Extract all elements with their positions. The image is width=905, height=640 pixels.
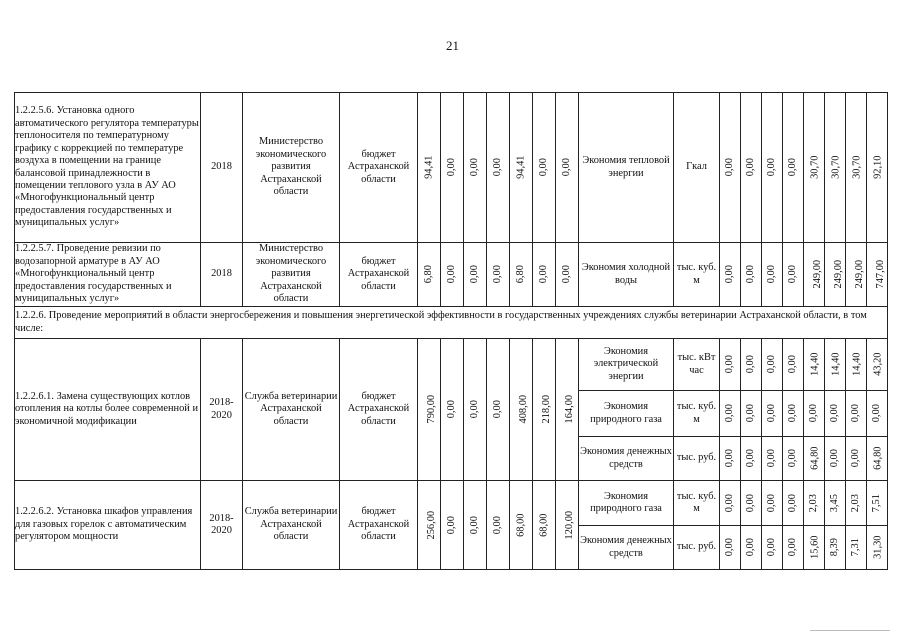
- finance-cell-value: 0,00: [468, 515, 480, 535]
- indicator-value: [720, 481, 741, 526]
- indicator-value: [762, 437, 783, 481]
- finance-cell: [533, 481, 556, 570]
- indicator-value-value: 0,00: [786, 355, 798, 374]
- measure-executor: Министерство экономического развития Астраханской области: [243, 243, 340, 307]
- finance-cell: [418, 339, 441, 481]
- finance-cell-value: 68,00: [538, 513, 550, 537]
- indicator-value: [783, 93, 804, 243]
- indicator-value: [867, 437, 888, 481]
- indicator-value-value: 747,00: [875, 260, 887, 289]
- finance-cell-value: 94,41: [515, 155, 527, 180]
- indicator-value: [825, 437, 846, 481]
- finance-cell-value: 790,00: [426, 395, 438, 424]
- indicator-value-value: 0,00: [786, 158, 798, 177]
- page-number: 21: [446, 38, 459, 53]
- indicator-value: [741, 339, 762, 391]
- finance-cell-value: 0,00: [491, 265, 503, 284]
- indicator-label: Экономия природного газа: [579, 481, 674, 526]
- indicator-value-value: 0,00: [828, 449, 840, 468]
- finance-cell: [464, 481, 487, 570]
- finance-cell: [418, 481, 441, 570]
- finance-cell-value: 0,00: [537, 158, 549, 177]
- finance-cell: [487, 243, 510, 307]
- finance-cell: [510, 339, 533, 481]
- funding-source: бюджет Астраханской области: [340, 339, 418, 481]
- indicator-value-value: 0,00: [849, 449, 861, 468]
- indicator-value-value: 0,00: [723, 158, 735, 177]
- indicator-value-value: 0,00: [744, 158, 756, 177]
- indicator-value: [846, 243, 867, 307]
- indicator-value: [825, 243, 846, 307]
- indicator-value: [846, 391, 867, 437]
- measure-executor: Служба ветеринарии Астраханской области: [243, 481, 340, 570]
- finance-cell: [510, 481, 533, 570]
- indicator-value-value: 0,00: [723, 355, 735, 374]
- indicator-value: [720, 437, 741, 481]
- indicator-value: [825, 481, 846, 526]
- indicator-value: [783, 243, 804, 307]
- measures-table: [14, 92, 888, 570]
- indicator-unit: тыс. куб. м: [674, 391, 720, 437]
- indicator-value: [741, 391, 762, 437]
- indicator-value: [762, 481, 783, 526]
- finance-cell-value: 218,00: [541, 395, 553, 424]
- indicator-value: [720, 243, 741, 307]
- indicator-value-value: 30,70: [809, 155, 821, 180]
- indicator-value-value: 14,40: [851, 352, 863, 377]
- indicator-value: [804, 243, 825, 307]
- indicator-value: [867, 339, 888, 391]
- indicator-value-value: 0,00: [723, 265, 735, 284]
- table-row: [15, 339, 888, 391]
- finance-cell-value: 0,00: [468, 400, 480, 419]
- indicator-value-value: 0,00: [849, 404, 861, 423]
- indicator-value: [720, 391, 741, 437]
- indicator-value-value: 43,20: [872, 352, 884, 377]
- finance-cell: [464, 243, 487, 307]
- indicator-value: [846, 526, 867, 570]
- finance-cell-value: 0,00: [560, 265, 572, 284]
- finance-cell: [556, 93, 579, 243]
- indicator-value: [741, 243, 762, 307]
- indicator-value: [804, 339, 825, 391]
- indicator-label: Экономия денежных средств: [579, 437, 674, 481]
- finance-cell-value: 0,00: [445, 515, 457, 535]
- indicator-label: Экономия электрической энергии: [579, 339, 674, 391]
- finance-cell-value: 68,00: [515, 513, 527, 537]
- indicator-label: Экономия денежных средств: [579, 526, 674, 570]
- indicator-value-value: 7,51: [870, 493, 882, 513]
- finance-cell-value: 0,00: [445, 400, 457, 419]
- indicator-value: [762, 339, 783, 391]
- indicator-value-value: 0,00: [723, 449, 735, 468]
- indicator-value-value: 0,00: [765, 158, 777, 177]
- section-row: [15, 307, 888, 339]
- indicator-unit: тыс. куб. м: [674, 481, 720, 526]
- indicator-value-value: 0,00: [765, 493, 777, 513]
- finance-cell: [487, 339, 510, 481]
- finance-cell: [418, 243, 441, 307]
- finance-cell-value: 0,00: [468, 158, 480, 177]
- indicator-unit: тыс. руб.: [674, 526, 720, 570]
- indicator-value-value: 92,10: [872, 155, 884, 180]
- indicator-value-value: 0,00: [786, 493, 798, 513]
- indicator-value-value: 0,00: [744, 493, 756, 513]
- indicator-value-value: 0,00: [744, 265, 756, 284]
- finance-cell: [418, 93, 441, 243]
- indicator-value-value: 0,00: [723, 493, 735, 513]
- finance-cell-value: 120,00: [564, 510, 576, 540]
- indicator-value: [783, 437, 804, 481]
- measure-name: 1.2.2.5.6. Установка одного автоматического регулятора температуры теплоносителя по температурному графику с коррекцией по температуре воздуха в помещении на границе балансовой принадлежности в помещении теплового узла в АУ АО «Многофункциональный центр предоставления государственных и муниципальных услуг»: [15, 93, 201, 243]
- indicator-unit: тыс. руб.: [674, 437, 720, 481]
- indicator-value: [741, 93, 762, 243]
- indicator-value: [720, 526, 741, 570]
- finance-cell: [441, 481, 464, 570]
- indicator-value: [825, 391, 846, 437]
- indicator-value: [783, 391, 804, 437]
- indicator-value: [846, 93, 867, 243]
- indicator-value: [741, 526, 762, 570]
- finance-cell: [441, 339, 464, 481]
- indicator-value-value: 0,00: [765, 355, 777, 374]
- finance-cell: [464, 339, 487, 481]
- measure-name: 1.2.2.5.7. Проведение ревизии по водозапорной арматуре в АУ АО «Многофункциональный центр предоставления государственных и муниципальных услуг»: [15, 243, 201, 307]
- indicator-label: Экономия холодной воды: [579, 243, 674, 307]
- scan-artifact: [810, 630, 890, 631]
- indicator-value: [783, 526, 804, 570]
- table-row: [15, 481, 888, 526]
- indicator-value: [846, 481, 867, 526]
- indicator-value: [825, 339, 846, 391]
- finance-cell: [487, 93, 510, 243]
- indicator-value: [804, 93, 825, 243]
- indicator-value-value: 0,00: [744, 404, 756, 423]
- indicator-value: [867, 481, 888, 526]
- finance-cell-value: 0,00: [468, 265, 480, 284]
- indicator-value-value: 0,00: [765, 449, 777, 468]
- finance-cell-value: 94,41: [423, 155, 435, 180]
- indicator-value: [804, 526, 825, 570]
- indicator-value: [867, 93, 888, 243]
- finance-cell-value: 0,00: [445, 158, 457, 177]
- funding-source: бюджет Астраханской области: [340, 481, 418, 570]
- finance-cell-value: 0,00: [491, 158, 503, 177]
- indicator-value-value: 7,31: [849, 538, 861, 557]
- indicator-value-value: 0,00: [765, 538, 777, 557]
- finance-cell-value: 6,80: [514, 265, 526, 284]
- section-title: 1.2.2.6. Проведение мероприятий в области энергосбережения и повышения энергетической эффективности в государственных учреждениях службы ветеринарии Астраханской области, в том числе:: [15, 307, 888, 339]
- indicator-value-value: 0,00: [744, 449, 756, 468]
- indicator-value-value: 15,60: [809, 535, 821, 560]
- indicator-value: [720, 339, 741, 391]
- indicator-value-value: 0,00: [786, 404, 798, 423]
- indicator-value-value: 0,00: [723, 404, 735, 423]
- finance-cell-value: 0,00: [491, 400, 503, 419]
- measure-year: 2018: [201, 93, 243, 243]
- indicator-value-value: 8,39: [828, 538, 840, 557]
- finance-cell-value: 408,00: [518, 395, 530, 424]
- indicator-value: [741, 437, 762, 481]
- indicator-value: [762, 243, 783, 307]
- indicator-value-value: 2,03: [807, 493, 819, 513]
- indicator-unit: Гкал: [674, 93, 720, 243]
- indicator-unit: тыс. куб. м: [674, 243, 720, 307]
- indicator-value-value: 14,40: [809, 352, 821, 377]
- indicator-value: [804, 437, 825, 481]
- finance-cell: [464, 93, 487, 243]
- indicator-value-value: 249,00: [833, 260, 845, 289]
- indicator-value-value: 0,00: [786, 449, 798, 468]
- indicator-value: [846, 437, 867, 481]
- indicator-value: [804, 481, 825, 526]
- measure-year: 2018-2020: [201, 481, 243, 570]
- indicator-value: [825, 526, 846, 570]
- finance-cell: [533, 243, 556, 307]
- measure-year: 2018: [201, 243, 243, 307]
- indicator-value: [804, 391, 825, 437]
- indicator-value-value: 0,00: [744, 538, 756, 557]
- indicator-value-value: 249,00: [812, 260, 824, 289]
- indicator-value-value: 0,00: [723, 538, 735, 557]
- indicator-label: Экономия тепловой энергии: [579, 93, 674, 243]
- indicator-value: [825, 93, 846, 243]
- indicator-value-value: 0,00: [870, 404, 882, 423]
- indicator-value-value: 0,00: [744, 355, 756, 374]
- table-row: [15, 93, 888, 243]
- finance-cell-value: 6,80: [422, 265, 434, 284]
- finance-cell-value: 256,00: [426, 510, 438, 540]
- indicator-value-value: 0,00: [786, 538, 798, 557]
- indicator-value-value: 3,45: [828, 493, 840, 513]
- finance-cell: [441, 93, 464, 243]
- finance-cell: [556, 339, 579, 481]
- indicator-value: [867, 243, 888, 307]
- finance-cell: [556, 481, 579, 570]
- indicator-value-value: 0,00: [786, 265, 798, 284]
- indicator-value: [762, 526, 783, 570]
- indicator-value: [867, 391, 888, 437]
- finance-cell: [556, 243, 579, 307]
- indicator-value-value: 0,00: [765, 265, 777, 284]
- indicator-value: [867, 526, 888, 570]
- finance-cell: [441, 243, 464, 307]
- indicator-value-value: 64,80: [872, 446, 884, 471]
- indicator-value-value: 31,30: [872, 535, 884, 560]
- indicator-value-value: 0,00: [807, 404, 819, 423]
- finance-cell-value: 0,00: [537, 265, 549, 284]
- indicator-value-value: 64,80: [809, 446, 821, 471]
- table-row: [15, 243, 888, 307]
- indicator-value: [762, 391, 783, 437]
- indicator-value: [720, 93, 741, 243]
- indicator-label: Экономия природного газа: [579, 391, 674, 437]
- finance-cell-value: 0,00: [491, 515, 503, 535]
- finance-cell: [533, 339, 556, 481]
- indicator-value: [783, 339, 804, 391]
- measure-executor: Служба ветеринарии Астраханской области: [243, 339, 340, 481]
- finance-cell: [510, 243, 533, 307]
- finance-cell-value: 0,00: [445, 265, 457, 284]
- finance-cell-value: 0,00: [560, 158, 572, 177]
- indicator-value-value: 14,40: [830, 352, 842, 377]
- funding-source: бюджет Астраханской области: [340, 243, 418, 307]
- indicator-value-value: 30,70: [830, 155, 842, 180]
- measure-year: 2018-2020: [201, 339, 243, 481]
- indicator-value-value: 0,00: [765, 404, 777, 423]
- indicator-value: [846, 339, 867, 391]
- indicator-value: [783, 481, 804, 526]
- measure-name: 1.2.2.6.2. Установка шкафов управления для газовых горелок с автоматическим регулятором мощности: [15, 481, 201, 570]
- indicator-value: [741, 481, 762, 526]
- finance-cell: [487, 481, 510, 570]
- measure-executor: Министерство экономического развития Астраханской области: [243, 93, 340, 243]
- finance-cell-value: 164,00: [564, 395, 576, 424]
- finance-cell: [533, 93, 556, 243]
- indicator-value-value: 30,70: [851, 155, 863, 180]
- funding-source: бюджет Астраханской области: [340, 93, 418, 243]
- indicator-value: [762, 93, 783, 243]
- indicator-unit: тыс. кВт час: [674, 339, 720, 391]
- indicator-value-value: 249,00: [854, 260, 866, 289]
- indicator-value-value: 2,03: [849, 493, 861, 513]
- measure-name: 1.2.2.6.1. Замена существующих котлов отопления на котлы более современной и экономичной модификации: [15, 339, 201, 481]
- indicator-value-value: 0,00: [828, 404, 840, 423]
- finance-cell: [510, 93, 533, 243]
